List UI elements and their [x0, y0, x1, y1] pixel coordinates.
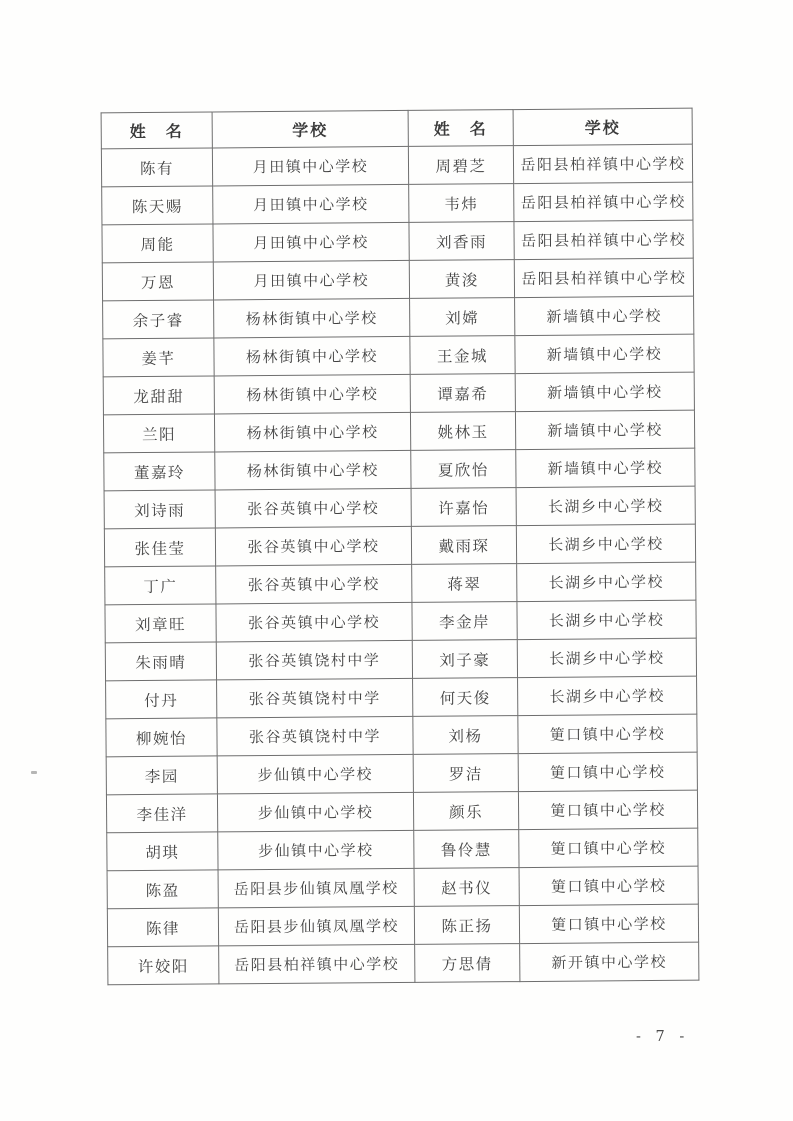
name-cell: 蒋翠: [412, 564, 517, 603]
name-cell: 姚林玉: [410, 412, 515, 451]
table-header: [101, 108, 692, 149]
name-cell: 许姣阳: [108, 946, 219, 985]
name-cell: 赵书仪: [414, 868, 519, 907]
name-cell: 朱雨晴: [105, 642, 216, 681]
school-cell: 张谷英镇饶村中学: [217, 716, 413, 756]
name-cell: 李金岸: [412, 602, 517, 641]
table-row: [103, 296, 694, 339]
name-cell: 胡琪: [107, 832, 218, 871]
name-cell: 刘嫦: [410, 298, 515, 337]
table-row: [106, 676, 697, 719]
name-cell: 刘香雨: [409, 222, 514, 261]
scan-speck-artifact: [31, 771, 37, 774]
school-cell: 步仙镇中心学校: [218, 830, 414, 870]
school-cell: 张谷英镇中心学校: [215, 488, 411, 528]
name-cell: 姜芊: [103, 338, 214, 377]
school-cell: 岳阳县步仙镇凤凰学校: [218, 868, 414, 908]
table-row: [106, 714, 697, 757]
name-cell: 黄浚: [409, 260, 514, 299]
school-cell: 岳阳县柏祥镇中心学校: [514, 182, 693, 221]
school-cell: 杨林街镇中心学校: [214, 412, 410, 452]
name-cell: 夏欣怡: [411, 450, 516, 489]
table-row: [108, 942, 699, 985]
name-cell: 颜乐: [413, 792, 518, 831]
table-row: [103, 410, 694, 453]
school-cell: 步仙镇中心学校: [217, 754, 413, 794]
school-cell: 杨林街镇中心学校: [214, 298, 410, 338]
table-row: [102, 258, 693, 301]
name-cell: 付丹: [106, 680, 217, 719]
table-row: [106, 790, 697, 833]
name-cell: 谭嘉希: [410, 374, 515, 413]
school-cell: 步仙镇中心学校: [217, 792, 413, 832]
school-cell: 岳阳县柏祥镇中心学校: [514, 220, 693, 259]
school-cell: 张谷英镇中心学校: [215, 526, 411, 566]
table-row: [102, 220, 693, 263]
name-cell: 丁广: [105, 566, 216, 605]
school-cell: 月田镇中心学校: [213, 184, 409, 224]
school-cell: 杨林街镇中心学校: [215, 450, 411, 490]
name-cell: 方思倩: [415, 944, 520, 983]
school-cell: 新墙镇中心学校: [515, 334, 694, 373]
name-cell: 陈有: [101, 148, 212, 187]
table-row: [101, 144, 692, 187]
school-cell: 月田镇中心学校: [213, 222, 409, 262]
header-school-left: 学校: [212, 110, 408, 148]
school-cell: 新墙镇中心学校: [515, 410, 694, 449]
school-cell: 岳阳县步仙镇凤凰学校: [218, 906, 414, 946]
school-cell: 月田镇中心学校: [212, 146, 408, 186]
school-cell: 长湖乡中心学校: [517, 600, 696, 639]
table-row: [105, 638, 696, 681]
school-cell: 筻口镇中心学校: [519, 866, 698, 905]
school-cell: 张谷英镇中心学校: [216, 564, 412, 604]
name-cell: 鲁伶慧: [414, 830, 519, 869]
roster-table-container: [101, 108, 699, 986]
school-cell: 长湖乡中心学校: [517, 638, 696, 677]
name-cell: 陈盈: [107, 870, 218, 909]
school-cell: 长湖乡中心学校: [516, 486, 695, 525]
school-cell: 新开镇中心学校: [520, 942, 699, 981]
name-cell: 柳婉怡: [106, 718, 217, 757]
school-cell: 杨林街镇中心学校: [214, 336, 410, 376]
school-cell: 筻口镇中心学校: [518, 790, 697, 829]
school-cell: 新墙镇中心学校: [515, 296, 694, 335]
table-row: [103, 372, 694, 415]
header-row: [101, 108, 692, 149]
table-row: [107, 866, 698, 909]
name-cell: 龙甜甜: [103, 376, 214, 415]
name-cell: 李佳洋: [106, 794, 217, 833]
school-cell: 岳阳县柏祥镇中心学校: [219, 944, 415, 984]
school-cell: 筻口镇中心学校: [518, 752, 697, 791]
table-row: [104, 524, 695, 567]
name-cell: 刘子豪: [412, 640, 517, 679]
school-cell: 新墙镇中心学校: [516, 448, 695, 487]
name-school-roster-table: [101, 108, 700, 986]
header-school-right: 学校: [513, 108, 692, 145]
header-name-left: 姓 名: [101, 112, 212, 149]
name-cell: 陈天赐: [102, 186, 213, 225]
table-row: [107, 904, 698, 947]
name-cell: 韦炜: [409, 184, 514, 223]
school-cell: 张谷英镇饶村中学: [217, 678, 413, 718]
name-cell: 许嘉怡: [411, 488, 516, 527]
name-cell: 王金城: [410, 336, 515, 375]
name-cell: 周能: [102, 224, 213, 263]
table-row: [105, 600, 696, 643]
name-cell: 戴雨琛: [411, 526, 516, 565]
name-cell: 陈律: [107, 908, 218, 947]
name-cell: 张佳莹: [104, 528, 215, 567]
table-row: [104, 448, 695, 491]
school-cell: 长湖乡中心学校: [516, 524, 695, 563]
school-cell: 杨林街镇中心学校: [214, 374, 410, 414]
name-cell: 刘章旺: [105, 604, 216, 643]
table-row: [105, 562, 696, 605]
school-cell: 岳阳县柏祥镇中心学校: [513, 144, 692, 183]
name-cell: 陈正扬: [414, 906, 519, 945]
name-cell: 董嘉玲: [104, 452, 215, 491]
school-cell: 长湖乡中心学校: [518, 676, 697, 715]
school-cell: 张谷英镇饶村中学: [216, 640, 412, 680]
name-cell: 余子睿: [103, 300, 214, 339]
name-cell: 何天俊: [413, 678, 518, 717]
table-body: [101, 144, 699, 985]
school-cell: 筻口镇中心学校: [518, 714, 697, 753]
school-cell: 岳阳县柏祥镇中心学校: [514, 258, 693, 297]
school-cell: 长湖乡中心学校: [517, 562, 696, 601]
school-cell: 新墙镇中心学校: [515, 372, 694, 411]
table-row: [103, 334, 694, 377]
name-cell: 罗洁: [413, 754, 518, 793]
header-name-right: 姓 名: [408, 110, 513, 147]
name-cell: 周碧芝: [408, 146, 513, 185]
name-cell: 李园: [106, 756, 217, 795]
school-cell: 月田镇中心学校: [213, 260, 409, 300]
table-row: [106, 752, 697, 795]
school-cell: 筻口镇中心学校: [519, 904, 698, 943]
name-cell: 兰阳: [103, 414, 214, 453]
page-number: - 7 -: [636, 1029, 690, 1045]
school-cell: 张谷英镇中心学校: [216, 602, 412, 642]
table-row: [107, 828, 698, 871]
table-row: [104, 486, 695, 529]
name-cell: 刘杨: [413, 716, 518, 755]
table-row: [102, 182, 693, 225]
name-cell: 万恩: [102, 262, 213, 301]
name-cell: 刘诗雨: [104, 490, 215, 529]
school-cell: 筻口镇中心学校: [519, 828, 698, 867]
